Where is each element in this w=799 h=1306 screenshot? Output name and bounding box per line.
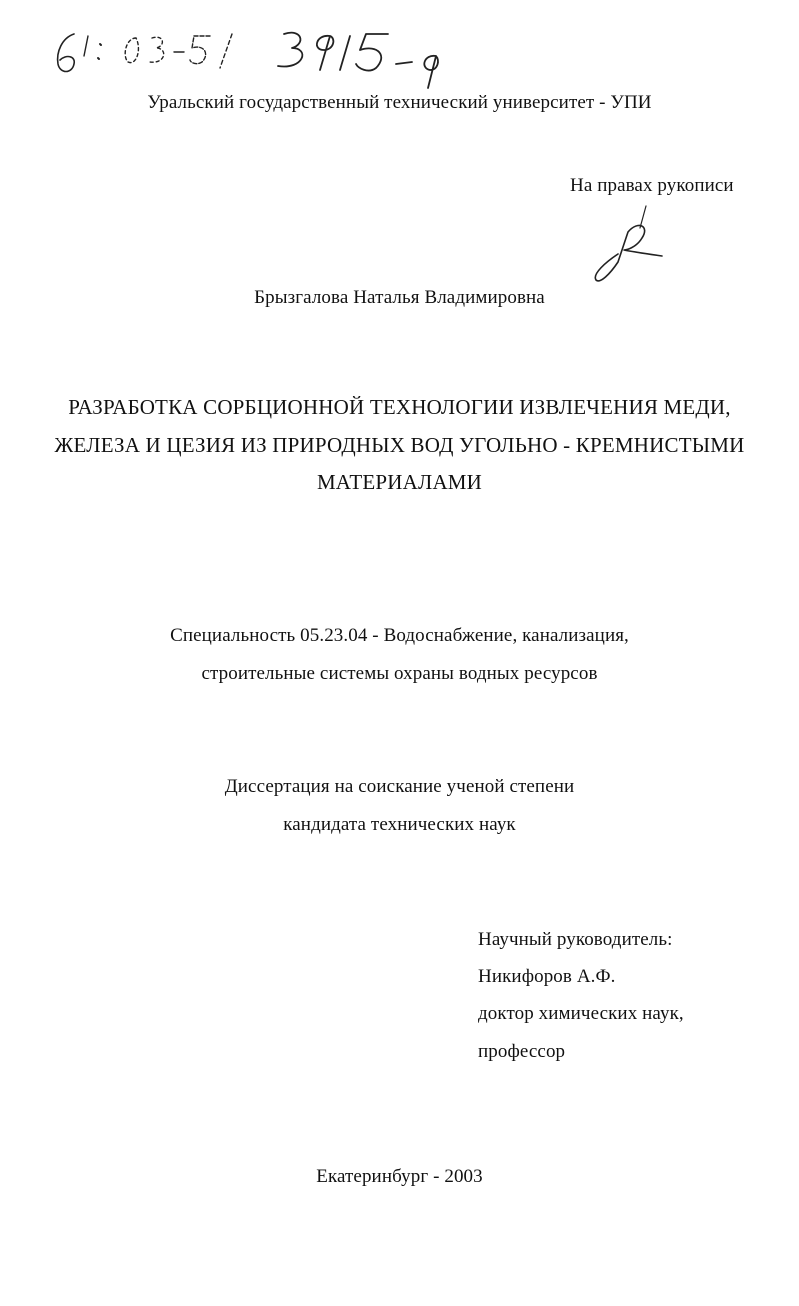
dissertation-line-2: кандидата технических наук <box>283 814 516 835</box>
advisor-degree: доктор химических наук, <box>478 1003 684 1024</box>
advisor-label: Научный руководитель: <box>478 929 673 950</box>
manuscript-rights-note: На правах рукописи <box>570 175 734 196</box>
specialty-line-1: Специальность 05.23.04 - Водоснабжение, канализация, <box>170 625 629 646</box>
advisor-title: профессор <box>478 1041 566 1062</box>
signature-scribble <box>588 204 673 284</box>
handwritten-archive-number <box>44 26 454 96</box>
university-name: Уральский государственный технический университет - УПИ <box>147 92 652 113</box>
city-year: Екатеринбург - 2003 <box>316 1166 483 1187</box>
specialty-line-2: строительные системы охраны водных ресурсов <box>201 663 598 684</box>
author-name: Брызгалова Наталья Владимировна <box>254 287 545 308</box>
title-line-1: РАЗРАБОТКА СОРБЦИОННОЙ ТЕХНОЛОГИИ ИЗВЛЕЧЕНИЯ МЕДИ, <box>68 395 731 419</box>
advisor-name: Никифоров А.Ф. <box>478 966 616 987</box>
title-line-2: ЖЕЛЕЗА И ЦЕЗИЯ ИЗ ПРИРОДНЫХ ВОД УГОЛЬНО - КРЕМНИСТЫМИ <box>54 433 745 457</box>
title-line-3: МАТЕРИАЛАМИ <box>316 470 483 494</box>
dissertation-line-1: Диссертация на соискание ученой степени <box>224 776 575 797</box>
